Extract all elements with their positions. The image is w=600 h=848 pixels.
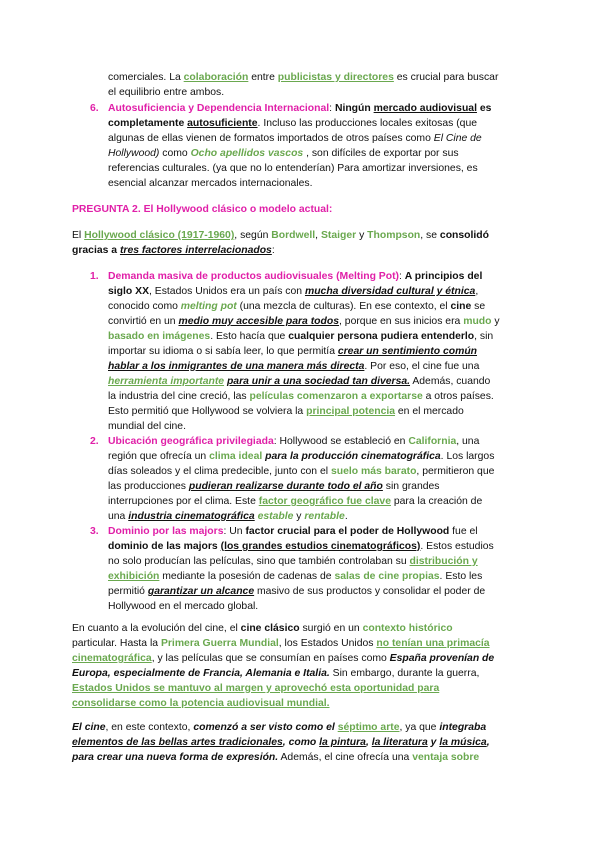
factor-3-line-6: Hollywood en el mercado global.	[108, 601, 259, 612]
closing-line-3: para crear una nueva forma de expresión. Además, el cine ofrecía una ventaja sobre	[72, 752, 480, 763]
factor-1-line-6: importar su idioma o si sabía leer, lo que permitía crear un sentimiento común	[108, 346, 478, 357]
factor-3-line-2: dominio de las majors (los grandes estudios cinematográficos). Estos estudios	[108, 541, 494, 552]
evolution-line-1: En cuanto a la evolución del cine, el cine clásico surgió en un contexto histórico	[72, 623, 453, 634]
list-top-line-1: comerciales. La colaboración entre publicistas y directores es crucial para buscar	[108, 72, 499, 83]
evolution-line-6: consolidarse como la potencia audiovisual mundial.	[72, 698, 330, 709]
factor-1-number: 1.	[90, 271, 99, 282]
evolution-line-4: Europa, especialmente de Francia, Alemania e Italia. Sin embargo, durante la guerra,	[72, 668, 480, 679]
item-6-line-2: completamente autosuficiente. Incluso las producciones locales exitosas (que	[108, 118, 478, 129]
intro-line-2: gracias a tres factores interrelacionados:	[72, 245, 275, 256]
factor-3-line-4: exhibición mediante la posesión de cadenas de salas de cine propias. Esto les	[108, 571, 483, 582]
factor-1-line-8: herramienta importante para unir a una sociedad tan diversa. Además, cuando	[108, 376, 491, 387]
factor-1-line-2: siglo XX, Estados Unidos era un país con mucha diversidad cultural y étnica,	[108, 286, 479, 297]
factor-1-line-7: hablar a los inmigrantes de una manera más directa. Por eso, el cine fue una	[108, 361, 480, 372]
factor-2-line-2: región que ofrecía un clima ideal para la producción cinematográfica. Los largos	[108, 451, 495, 462]
evolution-line-5: Estados Unidos se mantuvo al margen y aprovechó esta oportunidad para	[72, 683, 440, 694]
factor-2-line-5: interrupciones por el clima. Este factor geográfico fue clave para la creación de	[108, 496, 483, 507]
factor-1-line-11: mundial del cine.	[108, 421, 186, 432]
factor-2-line-3: días soleados y el clima predecible, junto con el suelo más barato, permitieron que	[108, 466, 495, 477]
factor-2-line-1: Ubicación geográfica privilegiada: Hollywood se estableció en California, una	[108, 436, 480, 447]
factor-2-line-6: una industria cinematográfica estable y rentable.	[108, 511, 348, 522]
item-6-line-1: Autosuficiencia y Dependencia Internacional: Ningún mercado audiovisual es	[108, 103, 492, 114]
evolution-line-3: cinematográfica, y las películas que se consumían en países como España provenían de	[72, 653, 495, 664]
factor-1-line-3: conocido como melting pot (una mezcla de culturas). En ese contexto, el cine se	[108, 301, 486, 312]
factor-2-line-4: las producciones pudieran realizarse durante todo el año sin grandes	[108, 481, 440, 492]
factor-1-line-5: basado en imágenes. Esto hacía que cualquier persona pudiera entenderlo, sin	[108, 331, 494, 342]
item-6-number: 6.	[90, 103, 99, 114]
item-6-line-3: algunas de ellas vienen de formatos importados de otros países como El Cine de	[108, 133, 482, 144]
factor-3-line-1: Dominio por las majors: Un factor crucial para el poder de Hollywood fue el	[108, 526, 478, 537]
factor-3-line-5: permitió garantizar un alcance masivo de sus productos y consolidar el poder de	[108, 586, 486, 597]
factor-3-line-3: no solo producían las películas, sino que también controlaban su distribución y	[108, 556, 478, 567]
item-6-line-5: referencias culturales. (ya que no lo entenderían) Para amortizar inversiones, es	[108, 163, 478, 174]
intro-line-1: El Hollywood clásico (1917-1960), según Bordwell, Staiger y Thompson, se consolidó	[72, 230, 489, 241]
factor-1-line-4: convirtió en un medio muy accesible para todos, porque en sus inicios era mudo y	[108, 316, 500, 327]
factor-1-line-1: Demanda masiva de productos audiovisuales (Melting Pot): A principios del	[108, 271, 483, 282]
list-top-line-2: el equilibrio entre ambos.	[108, 87, 225, 98]
factor-2-number: 2.	[90, 436, 99, 447]
evolution-line-2: particular. Hasta la Primera Guerra Mundial, los Estados Unidos no tenían una primacía	[72, 638, 490, 649]
section-heading: PREGUNTA 2. El Hollywood clásico o modelo actual:	[72, 204, 333, 215]
closing-line-2: elementos de las bellas artes tradicionales, como la pintura, la literatura y la música,	[72, 737, 490, 748]
item-6-line-4: Hollywood) como Ocho apellidos vascos , son difíciles de exportar por sus	[108, 148, 459, 159]
factor-3-number: 3.	[90, 526, 99, 537]
factor-1-line-9: la industria del cine creció, las películas comenzaron a exportarse a otros países.	[108, 391, 494, 402]
factor-1-line-10: Esto permitió que Hollywood se volviera la principal potencia en el mercado	[108, 406, 464, 417]
closing-line-1: El cine, en este contexto, comenzó a ser visto como el séptimo arte, ya que integraba	[72, 722, 487, 733]
item-6-line-6: esencial alcanzar mercados internacionales.	[108, 178, 313, 189]
